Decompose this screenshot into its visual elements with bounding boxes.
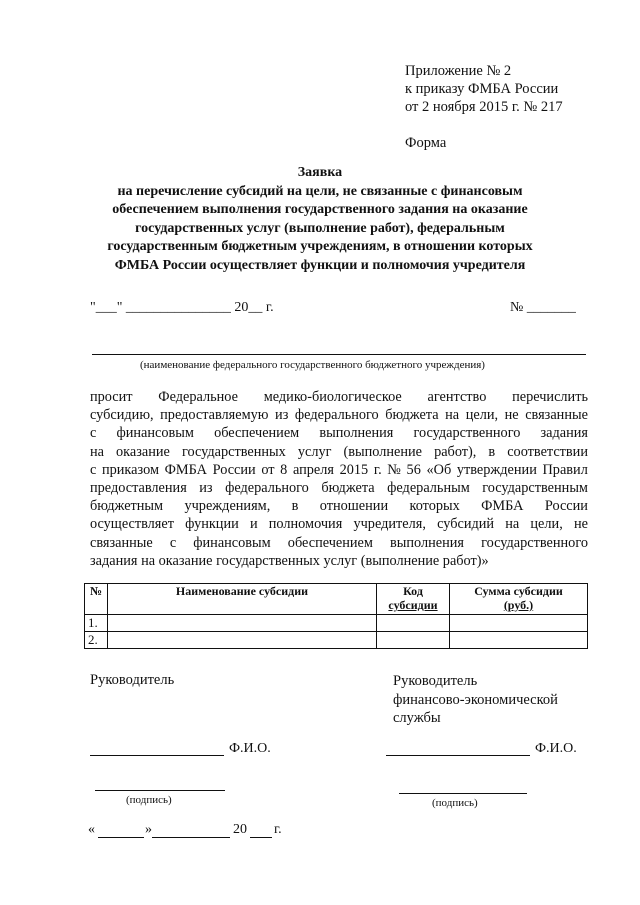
body-word: предоставления	[90, 480, 187, 497]
body-word: субсидий	[437, 516, 495, 533]
body-word: г.	[373, 461, 382, 478]
body-word: не	[573, 516, 588, 533]
document-title	[80, 164, 560, 275]
signature-caption-right: (подпись)	[432, 797, 478, 809]
body-word: функции	[185, 516, 239, 533]
body-word: цели,	[530, 516, 563, 533]
body-word: ФМБА	[164, 461, 207, 478]
body-word: государственным	[482, 480, 588, 497]
row-subsidy-name	[108, 632, 377, 649]
body-word: обеспечением	[287, 534, 373, 551]
body-last-line: задания на оказание государственных услуг (выполнение работ)»	[90, 552, 489, 569]
body-word: России	[212, 461, 256, 478]
body-word: медико-биологическое	[263, 389, 402, 405]
body-word: №	[387, 461, 401, 478]
form-label: Форма	[405, 135, 447, 151]
header-subsidy-sum	[450, 584, 588, 615]
subsidy-table	[84, 583, 588, 649]
body-word: «Об	[426, 461, 452, 478]
order-reference: к приказу ФМБА России	[405, 81, 559, 97]
table-row	[85, 615, 588, 632]
body-word: с	[169, 534, 177, 551]
body-word: бюджетным	[90, 498, 164, 515]
header-subsidy-name: Наименование субсидии	[108, 584, 377, 615]
body-line	[90, 479, 588, 497]
body-word: 56	[406, 461, 421, 478]
body-word: 8	[280, 461, 288, 478]
body-word: агентство	[427, 389, 487, 405]
body-word: задания	[540, 425, 588, 442]
title-line: ФМБА России осуществляет функции и полномочия учредителя	[114, 257, 526, 273]
header-number: №	[85, 584, 108, 615]
body-word: осуществляет	[90, 516, 174, 533]
body-word: утверждении	[456, 461, 537, 478]
body-word: соответствии	[507, 443, 588, 460]
body-word: оказание	[116, 443, 170, 460]
body-word: выполнения	[319, 425, 394, 442]
head-title-right-line2: финансово-экономической	[393, 691, 558, 708]
body-line	[90, 406, 588, 424]
body-word: услуг	[297, 443, 332, 460]
body-word: от	[261, 461, 275, 478]
header-sum-line2: (руб.)	[503, 598, 534, 612]
body-line	[90, 443, 588, 461]
body-word: (выполнение	[343, 443, 423, 460]
body-word: с	[90, 425, 97, 442]
header-code-line1: Код	[403, 584, 423, 598]
footer-day-line	[98, 837, 144, 838]
body-word: работ),	[434, 443, 477, 460]
body-word: просит	[90, 389, 133, 405]
body-word: на	[445, 407, 460, 424]
footer-month-line	[152, 837, 230, 838]
fio-label-left: Ф.И.О.	[229, 741, 271, 756]
body-word: России	[544, 498, 588, 515]
body-word: федеральным	[387, 480, 470, 497]
head-title-right-line3: службы	[393, 710, 441, 726]
body-word: учредителя,	[353, 516, 426, 533]
body-word: на	[90, 443, 104, 460]
footer-year-prefix: 20	[233, 822, 247, 837]
body-line	[90, 461, 588, 479]
body-word: с	[90, 461, 97, 478]
body-word: финансовым	[193, 534, 271, 551]
body-word: на	[505, 516, 520, 533]
head-title-left: Руководитель	[90, 672, 175, 688]
body-line	[90, 515, 588, 533]
row-number: 1.	[85, 615, 108, 632]
request-body-text	[90, 388, 588, 570]
title-main: Заявка	[297, 165, 343, 180]
application-number-field: № _______	[510, 300, 576, 315]
fio-label-right: Ф.И.О.	[535, 741, 577, 756]
signature-line-left	[95, 790, 225, 791]
body-word: перечислить	[512, 389, 588, 405]
fio-line-right	[386, 755, 530, 756]
body-word: приказом	[101, 461, 159, 478]
body-line	[90, 388, 588, 406]
signature-line-right	[399, 793, 527, 794]
body-word: из	[199, 480, 213, 497]
body-word: государственного	[413, 425, 521, 442]
body-word: выполнения	[390, 534, 465, 551]
row-subsidy-name	[108, 615, 377, 632]
fio-line-left	[90, 755, 224, 756]
body-word: в	[488, 443, 496, 460]
body-word: Федеральное	[158, 389, 238, 405]
head-title-right	[393, 672, 558, 728]
body-word: обеспечением	[214, 425, 300, 442]
body-word: полномочия	[268, 516, 343, 533]
body-word: цели,	[465, 407, 499, 424]
table-row	[85, 632, 588, 649]
order-date: от 2 ноября 2015 г. № 217	[405, 99, 563, 115]
body-word: федерального	[294, 407, 379, 424]
body-word: которых	[409, 498, 460, 515]
row-subsidy-code	[377, 615, 450, 632]
footer-year-suffix: г.	[274, 822, 282, 837]
body-word: учреждениям,	[184, 498, 271, 515]
body-word: и	[249, 516, 258, 533]
body-line	[90, 497, 588, 515]
body-word: связанные	[90, 534, 153, 551]
row-subsidy-sum	[450, 632, 588, 649]
footer-year-line	[250, 837, 272, 838]
application-date-field: "___" _______________ 20__ г.	[90, 300, 274, 315]
body-word: из	[275, 407, 289, 424]
body-word: апреля	[292, 461, 334, 478]
body-word: государственного	[481, 534, 588, 551]
head-title-right-line1: Руководитель	[393, 673, 478, 689]
table-header-row	[85, 584, 588, 615]
row-subsidy-sum	[450, 615, 588, 632]
header-subsidy-code	[377, 584, 450, 615]
header-sum-line1: Сумма субсидии	[474, 584, 563, 598]
body-word: ФМБА	[481, 498, 524, 515]
body-word: не	[504, 407, 519, 424]
footer-date-close-quote: »	[145, 822, 152, 837]
footer-date-open-quote: «	[88, 822, 95, 837]
institution-name-line	[92, 354, 586, 355]
institution-caption: (наименование федерального государственного бюджетного учреждения)	[140, 359, 485, 371]
row-subsidy-code	[377, 632, 450, 649]
row-number: 2.	[85, 632, 108, 649]
signature-caption-left: (подпись)	[126, 794, 172, 806]
body-word: в	[291, 498, 299, 515]
title-line: государственных услуг (выполнение работ), федеральным	[135, 220, 505, 236]
body-word: федерального	[225, 480, 309, 497]
body-word: связанные	[525, 407, 588, 424]
title-line: государственным бюджетным учреждениям, в отношении которых	[107, 239, 533, 254]
title-line: на перечисление субсидий на цели, не связанные с финансовым	[117, 183, 523, 199]
body-line	[90, 534, 588, 552]
body-word: финансовым	[116, 425, 194, 442]
body-word: предоставляемую	[160, 407, 269, 424]
title-line: обеспечением выполнения государственного задания на оказание	[112, 202, 528, 217]
body-word: отношении	[319, 498, 389, 515]
body-word: бюджета	[385, 407, 439, 424]
header-code-line2: субсидии	[388, 598, 438, 612]
body-word: Правил	[542, 461, 588, 478]
appendix-number: Приложение № 2	[405, 63, 512, 79]
body-line	[90, 424, 588, 442]
body-word: бюджета	[321, 480, 375, 497]
body-word: государственных	[181, 443, 286, 460]
body-word: субсидию,	[90, 407, 154, 424]
body-word: 2015	[339, 461, 369, 478]
